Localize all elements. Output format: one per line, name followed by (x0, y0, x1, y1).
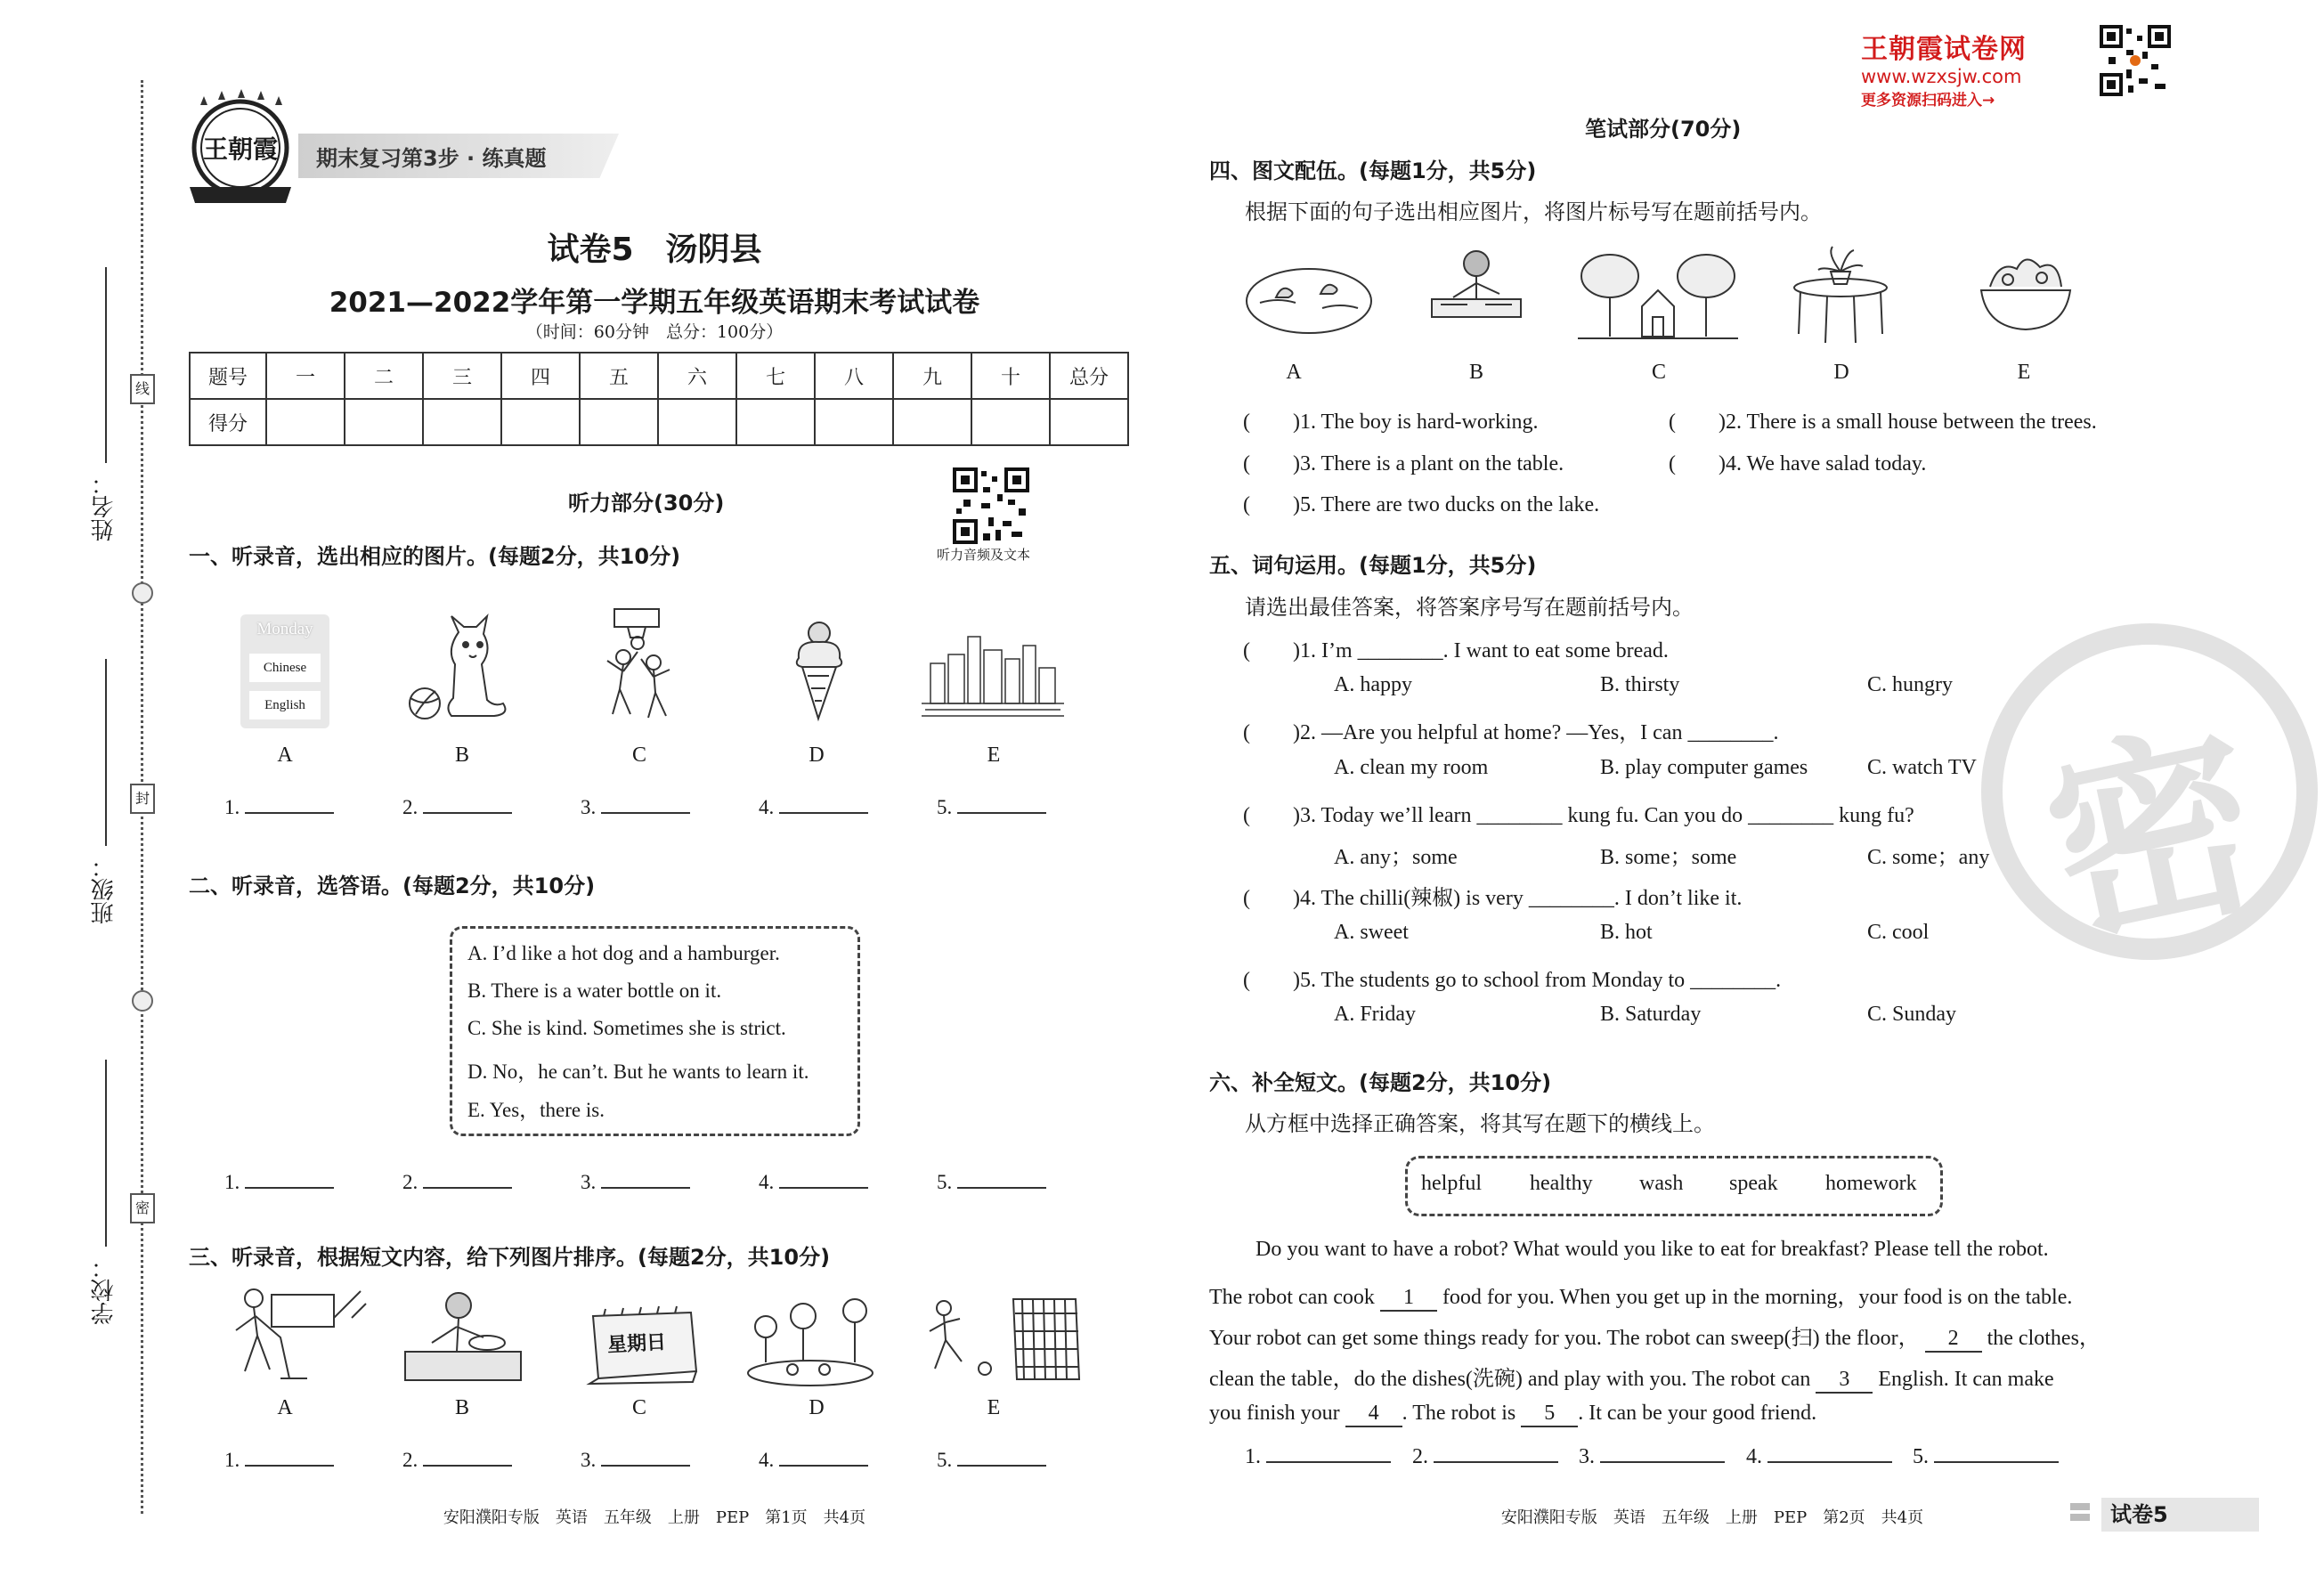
answer-number: 2. (402, 796, 418, 818)
class-label: 班级： (91, 855, 118, 924)
score-table (189, 352, 1129, 446)
paper-number: 试卷5 汤阴县 (547, 232, 762, 268)
score-cell: 九 (893, 353, 971, 399)
section2-title: 二、听录音，选答语。(每题2分，共10分) (189, 874, 596, 898)
footer-paper-tab: 试卷5 (2101, 1498, 2259, 1532)
answer-blank[interactable] (779, 1169, 868, 1189)
sec2-answer-5[interactable] (937, 1169, 1046, 1194)
word-bank-item: homework (1825, 1172, 1917, 1195)
sec1-label-b: B (454, 744, 469, 767)
answer-blank[interactable] (1266, 1443, 1391, 1463)
item-text: )5. There are two ducks on the lake. (1293, 493, 1600, 516)
sec4-item-5[interactable]: ( )5. There are two ducks on the lake. (1243, 493, 1600, 516)
brand-logo (183, 89, 298, 209)
writing-part-title: 笔试部分(70分) (1585, 117, 1742, 142)
answer-number: 3. (581, 1171, 597, 1193)
sec3-label-b: B (454, 1396, 469, 1419)
sec5-question-5[interactable]: ( )5. The students go to school from Monday to ________. (1243, 969, 1782, 992)
answer-number: 5. (937, 1171, 953, 1193)
answer-blank[interactable] (423, 794, 512, 814)
picture-d-plant-table (1792, 245, 1889, 351)
name-label: 姓名： (91, 472, 118, 541)
question-text: )4. The chilli(辣椒) is very ________. I don’t like it. (1293, 887, 1743, 910)
step-banner: 期末复习第3步 · 练真题 (316, 146, 547, 171)
answer-number: 4. (759, 1449, 775, 1471)
sec1-answer-3[interactable] (581, 794, 690, 819)
picture-c-calendar (586, 1309, 700, 1386)
sec4-label-e: E (2017, 361, 2031, 384)
sec6-answer-4[interactable] (1746, 1443, 1892, 1469)
word-bank-item: wash (1639, 1172, 1684, 1195)
secret-watermark (1981, 623, 2318, 975)
schedule-day: Monday (256, 620, 313, 638)
picture-d-ice-cream (788, 619, 850, 725)
picture-b-dog-ball (405, 614, 530, 729)
score-input-cell[interactable] (971, 399, 1050, 445)
sec3-label-d: D (809, 1396, 825, 1419)
answer-blank[interactable] (1600, 1443, 1725, 1463)
school-label: 学校： (91, 1256, 118, 1325)
footer-right: 安阳濮阳专版 英语 五年级 上册 PEP 第2页 共4页 (1500, 1508, 1924, 1527)
qr-code-audio[interactable] (953, 467, 1029, 544)
sec1-answer-5[interactable] (937, 794, 1046, 819)
sec1-answer-2[interactable] (402, 794, 512, 819)
seal-char-seal: 封 (130, 784, 155, 814)
sec5-q1-option-c: C. hungry (1867, 673, 1953, 696)
passage-text: the clothes， (1987, 1327, 2101, 1350)
passage-text: clean the table，do the dishes(洗碗) and play with you. The robot can (1209, 1368, 1811, 1391)
passage-line-2 (1209, 1279, 2072, 1312)
passage-blank-5[interactable]: 5 (1521, 1402, 1578, 1427)
sec5-q2-option-b: B. play computer games (1600, 756, 1808, 779)
passage-text: food for you. When you get up in the morning，your food is on the table. (1442, 1286, 2073, 1309)
sec1-label-a: A (277, 744, 293, 767)
answer-blank[interactable] (601, 1447, 690, 1467)
sec5-q3-option-a: A. any；some (1334, 846, 1458, 869)
sec5-q3-option-b: B. some；some (1600, 846, 1737, 869)
answer-blank[interactable] (779, 794, 868, 814)
answer-number: 3. (1579, 1445, 1595, 1468)
sec3-answer-3[interactable] (581, 1447, 690, 1472)
sec3-answer-2[interactable] (402, 1447, 512, 1472)
passage-text: . It can be your good friend. (1578, 1402, 1817, 1425)
site-brand[interactable] (1861, 27, 2027, 110)
schedule-line2: English (249, 691, 321, 719)
sec5-question-2[interactable]: ( )2. —Are you helpful at home? —Yes，I can ________. (1243, 721, 1779, 744)
answer-number: 5. (937, 796, 953, 818)
answer-blank[interactable] (245, 1447, 334, 1467)
passage-text: English. It can make (1878, 1368, 2054, 1391)
score-cell: 五 (580, 353, 658, 399)
exam-time-info: （时间：60分钟 总分：100分） (525, 322, 784, 342)
calendar-text: 星期日 (606, 1331, 667, 1357)
word-bank-item: speak (1729, 1172, 1778, 1195)
binding-hole (132, 582, 153, 604)
seal-char-secret: 密 (130, 1193, 155, 1223)
answer-number: 1. (224, 796, 240, 818)
item-text: )4. We have salad today. (1719, 452, 1927, 475)
sec3-answer-5[interactable] (937, 1447, 1046, 1472)
score-table-header-row (190, 353, 1128, 399)
sec3-answer-4[interactable] (759, 1447, 868, 1472)
passage-text: you finish your (1209, 1402, 1340, 1425)
answer-number: 2. (402, 1171, 418, 1193)
qr-caption: 听力音频及文本 (937, 547, 1031, 563)
passage-line-4 (1209, 1361, 2054, 1394)
sec3-label-e: E (987, 1396, 1001, 1419)
word-bank-item: helpful (1421, 1172, 1482, 1195)
passage-blank-2[interactable]: 2 (1925, 1327, 1982, 1353)
picture-d-family-dinner (739, 1291, 882, 1393)
score-input-cell[interactable] (893, 399, 971, 445)
section5-title: 五、词句运用。(每题1分，共5分) (1209, 553, 1537, 578)
section1-title: 一、听录音，选出相应的图片。(每题2分，共10分) (189, 544, 681, 569)
answer-number: 1. (224, 1171, 240, 1193)
passage-blank-4[interactable]: 4 (1345, 1402, 1402, 1427)
score-cell: 总分 (1050, 353, 1128, 399)
section4-instruction: 根据下面的句子选出相应图片，将图片标号写在题前括号内。 (1245, 199, 1822, 224)
sec5-q2-option-c: C. watch TV (1867, 756, 1977, 779)
seal-char-line: 线 (130, 374, 155, 404)
picture-e-soccer (926, 1296, 1082, 1388)
answer-number: 2. (402, 1449, 418, 1471)
answer-blank[interactable] (601, 794, 690, 814)
section6-instruction: 从方框中选择正确答案，将其写在题下的横线上。 (1245, 1111, 1715, 1136)
item-text: )2. There is a small house between the trees. (1719, 410, 2097, 434)
sec5-question-1[interactable]: ( )1. I’m ________. I want to eat some bread. (1243, 639, 1669, 662)
score-input-cell[interactable] (423, 399, 501, 445)
exam-title: 2021—2022学年第一学期五年级英语期末考试试卷 (329, 287, 980, 319)
answer-blank[interactable] (957, 1447, 1046, 1467)
score-cell: 三 (423, 353, 501, 399)
answer-number: 4. (759, 796, 775, 818)
answer-number: 3. (581, 796, 597, 818)
item-text: )1. The boy is hard-working. (1293, 410, 1539, 434)
site-title: 王朝霞试卷网 (1861, 34, 2027, 65)
sec2-option-d: D. No，he can’t. But he wants to learn it. (467, 1061, 809, 1083)
answer-number: 5. (937, 1449, 953, 1471)
school-field[interactable] (105, 1060, 107, 1247)
sec2-option-c: C. She is kind. Sometimes she is strict. (467, 1017, 786, 1039)
passage-line-3 (1209, 1320, 2101, 1353)
picture-c-house-trees (1578, 249, 1738, 346)
listening-part-title: 听力部分(30分) (568, 491, 725, 516)
question-text: )2. —Are you helpful at home? —Yes，I can ________. (1293, 721, 1779, 744)
sec6-answer-5[interactable] (1913, 1443, 2059, 1469)
sec1-label-c: C (631, 744, 646, 767)
answer-blank[interactable] (1434, 1443, 1558, 1463)
section4-title: 四、图文配伍。(每题1分，共5分) (1209, 158, 1537, 183)
score-input-cell[interactable] (501, 399, 580, 445)
score-cell: 六 (658, 353, 736, 399)
sec6-answer-1[interactable] (1245, 1443, 1391, 1469)
sec4-label-a: A (1286, 361, 1302, 384)
answer-number: 3. (581, 1449, 597, 1471)
site-qr-code[interactable] (2100, 25, 2171, 96)
sec2-answer-4[interactable] (759, 1169, 868, 1194)
picture-a-schedule (240, 614, 329, 728)
watermark-char: 密 (2028, 699, 2279, 975)
answer-number: 1. (224, 1449, 240, 1471)
sec4-label-d: D (1833, 361, 1849, 384)
sec2-answer-2[interactable] (402, 1169, 512, 1194)
sec1-answer-1[interactable] (224, 794, 334, 819)
score-input-cell[interactable] (815, 399, 893, 445)
section5-instruction: 请选出最佳答案，将答案序号写在题前括号内。 (1245, 595, 1694, 620)
answer-blank[interactable] (1934, 1443, 2059, 1463)
answer-blank[interactable] (779, 1447, 868, 1467)
passage-text: . The robot is (1402, 1402, 1516, 1425)
sec5-q4-option-c: C. cool (1867, 921, 1930, 944)
answer-number: 4. (1746, 1445, 1762, 1468)
score-cell: 七 (736, 353, 815, 399)
site-url[interactable]: www.wzxsjw.com (1861, 66, 2022, 87)
score-cell: 十 (971, 353, 1050, 399)
item-text: )3. There is a plant on the table. (1293, 452, 1564, 475)
footer-tab-decor (2070, 1503, 2090, 1510)
picture-a-ducks-lake (1242, 258, 1376, 342)
score-cell: 四 (501, 353, 580, 399)
logo-text: 王朝霞 (202, 134, 278, 164)
answer-number: 4. (759, 1171, 775, 1193)
sec4-label-b: B (1468, 361, 1483, 384)
sec5-q1-option-a: A. happy (1334, 673, 1412, 696)
sec6-answer-3[interactable] (1579, 1443, 1725, 1469)
picture-e-city (922, 628, 1064, 720)
answer-number: 5. (1913, 1445, 1929, 1468)
footer-left: 安阳濮阳专版 英语 五年级 上册 PEP 第1页 共4页 (443, 1508, 866, 1527)
answer-blank[interactable] (957, 794, 1046, 814)
answer-blank[interactable] (1767, 1443, 1892, 1463)
score-cell: 题号 (190, 353, 266, 399)
sec5-q3-option-c: C. some；any (1867, 846, 1990, 869)
sec2-answer-3[interactable] (581, 1169, 690, 1194)
score-input-cell[interactable] (580, 399, 658, 445)
passage-line-1: Do you want to have a robot? What would you like to eat for breakfast? Please tell the robot. (1255, 1238, 2049, 1261)
answer-blank[interactable] (601, 1169, 690, 1189)
picture-a-sweeping (218, 1282, 370, 1388)
sec5-q1-option-b: B. thirsty (1600, 673, 1680, 696)
sec1-label-d: D (809, 744, 825, 767)
score-table-score-row (190, 399, 1128, 445)
answer-blank[interactable] (245, 794, 334, 814)
schedule-line1: Chinese (249, 654, 321, 682)
score-input-cell[interactable] (1050, 399, 1128, 445)
sec1-answer-4[interactable] (759, 794, 868, 819)
question-text: )5. The students go to school from Monday to ________. (1293, 969, 1782, 992)
sec5-q4-option-a: A. sweet (1334, 921, 1409, 944)
picture-e-salad-bowl (1972, 251, 2079, 339)
section6-title: 六、补全短文。(每题2分，共10分) (1209, 1070, 1552, 1095)
footer-tab-decor (2070, 1514, 2090, 1521)
passage-text: The robot can cook (1209, 1286, 1375, 1309)
class-field[interactable] (105, 659, 107, 846)
answer-blank[interactable] (423, 1169, 512, 1189)
sec2-option-e: E. Yes，there is. (467, 1099, 605, 1121)
sec2-option-b: B. There is a water bottle on it. (467, 979, 722, 1002)
question-text: )1. I’m ________. I want to eat some bread. (1293, 639, 1669, 662)
passage-text: Your robot can get some things ready for you. The robot can sweep(扫) the floor， (1209, 1327, 1920, 1350)
picture-c-basketball (588, 607, 686, 727)
word-bank-item: healthy (1530, 1172, 1593, 1195)
sec5-question-4[interactable]: ( )4. The chilli(辣椒) is very ________. I don’t like it. (1243, 887, 1743, 910)
sec5-question-3[interactable]: ( )3. Today we’ll learn ________ kung fu. Can you do ________ kung fu? (1243, 804, 1914, 827)
picture-b-washing (405, 1289, 521, 1391)
sec3-answer-1[interactable] (224, 1447, 334, 1472)
score-cell: 一 (266, 353, 345, 399)
sec4-item-3[interactable]: ( )3. There is a plant on the table. (1243, 452, 1564, 475)
answer-blank[interactable] (245, 1169, 334, 1189)
score-cell: 二 (345, 353, 423, 399)
passage-line-5 (1209, 1402, 1816, 1427)
sec5-q5-option-b: B. Saturday (1600, 1003, 1702, 1026)
sec6-answer-2[interactable] (1412, 1443, 1558, 1469)
score-input-cell[interactable] (345, 399, 423, 445)
score-cell: 八 (815, 353, 893, 399)
sec1-label-e: E (987, 744, 1001, 767)
picture-b-boy-studying (1423, 248, 1530, 340)
sec5-q5-option-a: A. Friday (1334, 1003, 1416, 1026)
answer-number: 1. (1245, 1445, 1261, 1468)
score-input-cell[interactable] (266, 399, 345, 445)
answer-blank[interactable] (423, 1447, 512, 1467)
section3-title: 三、听录音，根据短文内容，给下列图片排序。(每题2分，共10分) (189, 1245, 831, 1270)
score-cell: 得分 (190, 399, 266, 445)
answer-number: 2. (1412, 1445, 1428, 1468)
sec4-item-4[interactable]: ( )4. We have salad today. (1669, 452, 1927, 475)
sec5-q2-option-a: A. clean my room (1334, 756, 1489, 779)
binding-hole (132, 990, 153, 1012)
question-text: )3. Today we’ll learn ________ kung fu. Can you do ________ kung fu? (1293, 804, 1914, 827)
score-input-cell[interactable] (736, 399, 815, 445)
sec3-label-c: C (631, 1396, 646, 1419)
score-input-cell[interactable] (658, 399, 736, 445)
sec4-label-c: C (1651, 361, 1666, 384)
passage-blank-1[interactable]: 1 (1380, 1286, 1437, 1312)
sec2-answer-1[interactable] (224, 1169, 334, 1194)
sec4-item-2[interactable]: ( )2. There is a small house between the trees. (1669, 410, 2097, 434)
sec4-item-1[interactable]: ( )1. The boy is hard-working. (1243, 410, 1539, 434)
answer-blank[interactable] (957, 1169, 1046, 1189)
site-hint: 更多资源扫码进入→ (1861, 92, 1995, 110)
sec5-q4-option-b: B. hot (1600, 921, 1653, 944)
passage-blank-3[interactable]: 3 (1816, 1368, 1873, 1394)
sec3-label-a: A (277, 1396, 293, 1419)
sec5-q5-option-c: C. Sunday (1867, 1003, 1957, 1026)
sec2-option-a: A. I’d like a hot dog and a hamburger. (467, 942, 780, 964)
